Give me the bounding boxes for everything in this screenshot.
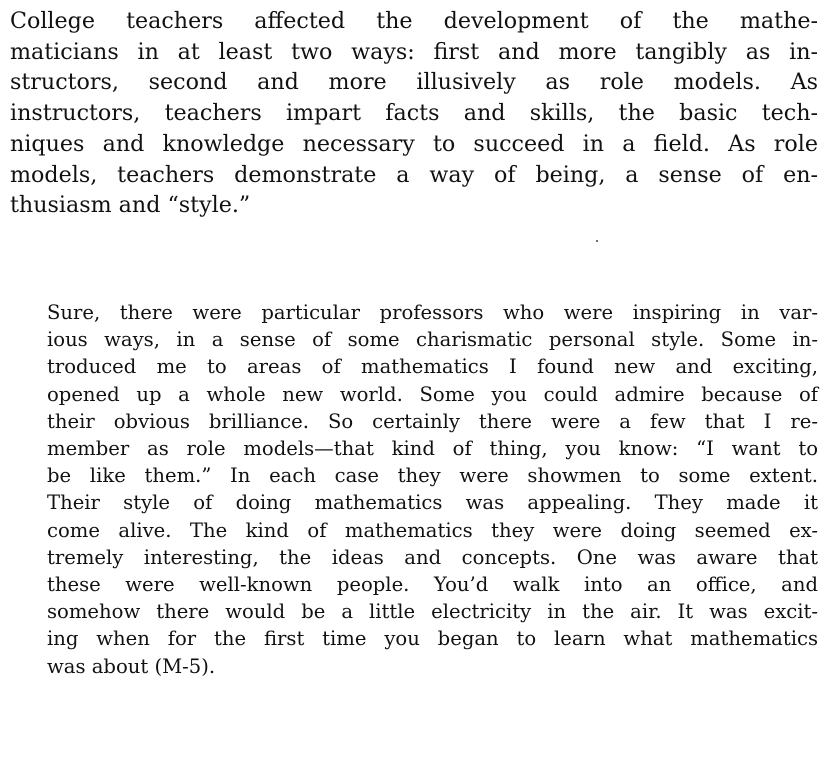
quote-line: Their style of doing mathematics was appealing. They made it	[47, 491, 818, 515]
quote-line: be like them.” In each case they were showmen to some extent.	[47, 464, 818, 488]
quote-line: tremely interesting, the ideas and concepts. One was aware that	[47, 545, 818, 569]
quote-line: somehow there would be a little electricity in the air. It was excit-	[47, 600, 818, 624]
paragraph-line: College teachers affected the development of the mathe-	[10, 8, 818, 34]
paragraph-line: instructors, teachers impart facts and skills, the basic tech-	[10, 100, 818, 127]
print-speck	[596, 240, 598, 242]
quote-line: member as role models—that kind of thing, you know: “I want to	[47, 437, 818, 461]
paragraph-line: structors, second and more illusively as role models. As	[10, 69, 818, 96]
paragraph-line: models, teachers demonstrate a way of being, a sense of en-	[10, 161, 818, 188]
quote-line: opened up a whole new world. Some you could admire because of	[47, 382, 818, 406]
quote-line: these were well-known people. You’d walk into an office, and	[47, 573, 818, 597]
quote-line: was about (M-5).	[47, 654, 216, 678]
paragraph-line: maticians in at least two ways: first and more tangibly as in-	[10, 38, 818, 65]
paragraph-line: thusiasm and “style.”	[10, 192, 251, 219]
quote-line: Sure, there were particular professors who were inspiring in var-	[47, 301, 818, 324]
quote-line: come alive. The kind of mathematics they were doing seemed ex-	[47, 518, 818, 542]
block-quote	[47, 299, 818, 680]
quote-line: their obvious brilliance. So certainly there were a few that I re-	[47, 409, 818, 433]
quote-line: ious ways, in a sense of some charismatic personal style. Some in-	[47, 328, 818, 352]
quote-line: troduced me to areas of mathematics I found new and exciting,	[47, 355, 818, 379]
quote-line: ing when for the first time you began to learn what mathematics	[47, 627, 818, 651]
body-paragraph	[10, 6, 818, 221]
paragraph-line: niques and knowledge necessary to succeed in a field. As role	[10, 130, 818, 157]
